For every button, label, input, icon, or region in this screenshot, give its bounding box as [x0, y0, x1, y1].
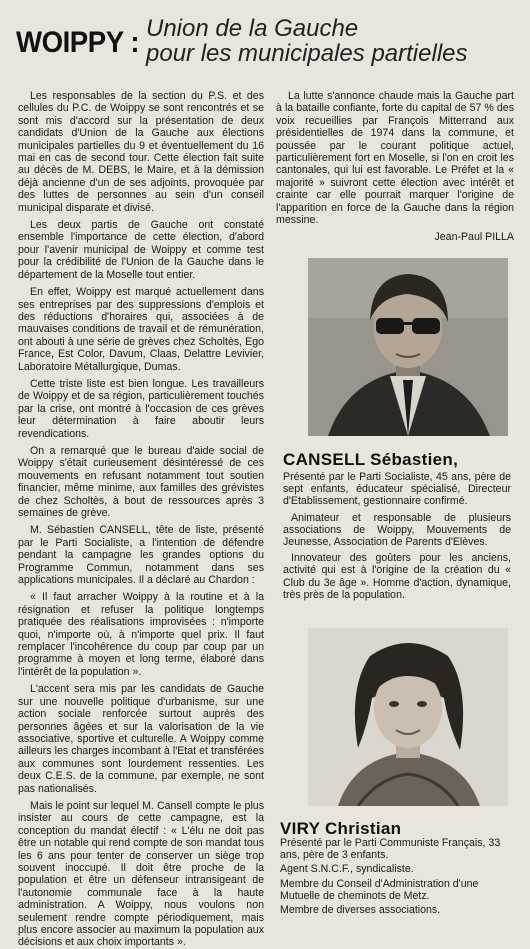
article-paragraph: Les deux partis de Gauche ont constaté ensemble l'importance de cette élection, d'abord pour l'avenir municipal de Woippy et comme test pour la crédibilité de l'Union de la Gauche dans le département de la Moselle tout entier.	[18, 219, 264, 281]
candidate-caption-cansell	[283, 471, 511, 605]
article-paragraph: En effet, Woippy est marqué actuellement dans ses entreprises par des suppressions d'emplois et des réductions d'horaires qui, associées à de mauvaises conditions de travail et de rémunération, ont abouti à une série de grèves chez Scholtès, Ego France, Est Color, Davum, Claas, Delattre Levivier, Laboratoire Métallurgique, Dumas.	[18, 286, 264, 373]
byline: Jean-Paul PILLA	[434, 231, 514, 244]
right-column	[276, 90, 514, 244]
left-column	[18, 90, 264, 949]
candidate-photo-viry	[308, 628, 508, 806]
article-paragraph: L'accent sera mis par les candidats de Gauche sur une nouvelle politique d'urbanisme, sur une action sociale renforcée surtout auprès des personnes âgées et sur la valorisation de la vie associative, sportive et culturelle. A Woippy comme ailleurs les charges incombant à l'Etat et transférées aux communes sont lourdement ressenties. Les deux C.E.S. de la commune, par exemple, ne sont pas nationalisés.	[18, 683, 264, 795]
candidate-caption-viry	[280, 837, 512, 918]
article-paragraph: La lutte s'annonce chaude mais la Gauche part à la bataille confiante, forte du capital de 57 % des voix recueillies par François Mitterrand aux présidentielles de 1974 dans la commune, et poussée par le courant politique actuel, particulièrement fort en Moselle, si l'on en croit les cantonales, qui lui est favorable. Le Préfet et la « majorité » suivront cette élection avec intérêt et crainte car elle pourrait marquer l'origine de l'apparition en force de la Gauche dans la région messine.	[276, 90, 514, 227]
caption-line: Membre de diverses associations.	[280, 904, 441, 917]
article-paragraph: Cette triste liste est bien longue. Les travailleurs de Woippy et de sa région, particulièrement touchés par la crise, ont montré à l'occasion de ces grèves leur détermination à faire aboutir leurs revendications.	[18, 377, 264, 440]
caption-line: Présenté par le Parti Socialiste, 45 ans, père de sept enfants, éducateur spécialisé, Directeur d'Etablissement, gestionnaire confirmé.	[283, 471, 511, 508]
article-paragraph: Mais le point sur lequel M. Cansell compte le plus insister au cours de cette campagne, est la conception du mandat électif : « L'élu ne doit pas être un notable qui rend compte de son mandat tous les 6 ans pour tenter de conserver un siège trop souvent inoccupé. Il doit être proche de la population et être un défenseur intransigeant de l'autonomie communale face à la haute administration. A Woippy, nous voulons non seulement rendre compte périodiquement, mais plus encore associer au maximum la population aux décisions et aux choix importants ».	[18, 799, 264, 949]
article-paragraph: On a remarqué que le bureau d'aide social de Woippy s'était curieusement désintéressé de ces mouvements en refusant notamment tout soutien financier, même minime, aux familles des grévistes de chez Scholtès, à bout de ressources après 3 semaines de grève.	[18, 444, 264, 519]
candidate-name-cansell: CANSELL Sébastien,	[283, 450, 459, 469]
kicker-woippy: WOIPPY :	[16, 26, 140, 59]
article-paragraph: Les responsables de la section du P.S. et des cellules du P.C. de Woippy se sont rencontrés et se sont mis d'accord sur la présentation de deux candidats d'Union de la Gauche aux élections municipales partielles du 9 et éventuellement du 16 mai en cas de second tour. Cette élection fait suite au décès de M. DEBS, le Maire, et à la démission déjà ancienne d'un de ses adjoints, provoquée par des luttes de personnes au sein d'un conseil municipal disparate et divisé.	[18, 90, 264, 214]
candidate-photo-cansell	[308, 258, 508, 436]
caption-line: Animateur et responsable de plusieurs associations de Woippy, Mouvements de Jeunesse, Association de Parents d'Elèves.	[283, 511, 511, 549]
candidate-name-viry: VIRY Christian	[280, 819, 402, 838]
caption-line: Agent S.N.C.F., syndicaliste.	[280, 863, 414, 876]
article-paragraph: « Il faut arracher Woippy à la routine et à la résignation et refuser la politique longtemps pratiquée des réalisations improvisées : n'importe quoi, n'importe où, à n'importe quel prix. Il faut remplacer l'incohérence du coup par coup par un programme à moyen et long terme, élaboré dans l'intérêt de la population ».	[18, 591, 264, 678]
headline-line-2: pour les municipales partielles	[146, 40, 468, 67]
caption-line: Membre du Conseil d'Administration d'une Mutuelle de cheminots de Metz.	[280, 877, 479, 902]
caption-line: Innovateur des goûters pour les anciens, activité qui est à l'origine de la création du « Club du 3e âge ». Homme d'action, dynamique, très près de la population.	[283, 552, 511, 601]
caption-line: Présenté par le Parti Communiste Français, 33 ans, père de 3 enfants.	[280, 837, 501, 862]
article-paragraph: M. Sébastien CANSELL, tête de liste, présenté par le Parti Socialiste, a l'intention de défendre pendant la campagne les grandes options du Programme Commun, notamment dans ses applications municipales. Il a déclaré au Chardon :	[18, 524, 264, 587]
headline-line-1: Union de la Gauche	[146, 15, 359, 42]
headline	[146, 16, 526, 66]
masthead	[10, 14, 520, 74]
